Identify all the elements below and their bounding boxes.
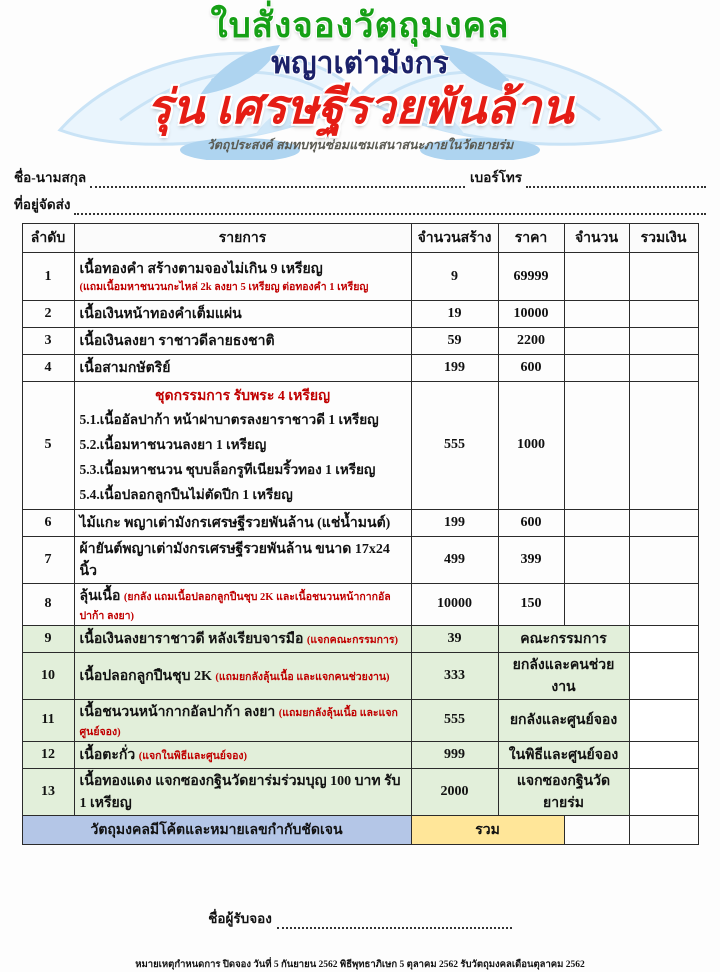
table-row (22, 253, 698, 301)
qty-cell (564, 536, 629, 583)
row-no: 7 (22, 536, 74, 583)
made-qty: 2000 (411, 768, 498, 815)
row-item (74, 741, 411, 768)
customer-info-section (0, 160, 720, 215)
col-header-price: ราคา (498, 224, 564, 253)
col-header-qty: จำนวน (564, 224, 629, 253)
receiver-fill-line (277, 913, 512, 929)
row-no: 8 (22, 583, 74, 625)
receiver-signature-line (0, 907, 720, 929)
item-text: เนื้อชนวนหน้ากากอัลปาก้า ลงยา (79, 704, 276, 720)
qty-cell (564, 301, 629, 328)
qty-cell (564, 509, 629, 536)
made-qty: 39 (411, 625, 498, 652)
item-text: เนื้อตะกั่ว (79, 747, 136, 763)
price: 600 (498, 355, 564, 382)
distribution-cell: แจกซองกฐินวัดยายร่ม (498, 768, 629, 815)
distribution-cell: ยกลังและศูนย์จอง (498, 699, 629, 741)
table-row (22, 355, 698, 382)
item-text: เนื้อทองแดง แจกซองกฐินวัดยาร่มร่วมบุญ 100 บาท รับ 1 เหรียญ (74, 768, 411, 815)
made-qty: 19 (411, 301, 498, 328)
table-row-giveaway (22, 768, 698, 815)
item-text: ลุ้นเนื้อ (79, 588, 121, 604)
table-header-row (22, 224, 698, 253)
amulet-name-title: พญาเต่ามังกร (271, 47, 449, 80)
purpose-subtitle: วัตถุประสงค์ สมทบทุนซ่อมแซมเสนาสนะภายในวัดยายร่ม (206, 138, 514, 152)
item-text: เนื้อสามกษัตริย์ (74, 355, 411, 382)
item-text: เนื้อเงินหน้าทองคำเต็มแผ่น (74, 301, 411, 328)
made-qty: 59 (411, 328, 498, 355)
item-note: (แจกในพิธีและศูนย์จอง) (138, 750, 248, 762)
table-row-giveaway (22, 741, 698, 768)
price: 1000 (498, 382, 564, 510)
phone-label: เบอร์โทร (470, 170, 522, 185)
row-no: 6 (22, 509, 74, 536)
phone-fill-line (526, 172, 706, 188)
row-no: 4 (22, 355, 74, 382)
row-no: 11 (22, 699, 74, 741)
row-item (74, 652, 411, 699)
row-no: 10 (22, 652, 74, 699)
row-no: 12 (22, 741, 74, 768)
col-header-total: รวมเงิน (629, 224, 698, 253)
total-cell (629, 328, 698, 355)
item-note: (ยกลัง แถมเนื้อปลอกลูกปืนชุบ 2K และเนื้อชนวนหน้ากากอัลปาก้า ลงยา) (79, 591, 391, 622)
col-header-made: จำนวนสร้าง (411, 224, 498, 253)
sub-item: 5.3.เนื้อมหาชนวน ชุบบล็อกรูทีเนียมริ้วทอง 1 เหรียญ (79, 461, 376, 477)
sub-item: 5.2.เนื้อมหาชนวนลงยา 1 เหรียญ (79, 436, 267, 452)
total-cell (629, 536, 698, 583)
schedule-footnote: หมายเหตุกำหนดการ ปิดจอง วันที่ 5 กันยายน 2562 พิธีพุทธาภิเษก 5 ตุลาคม 2562 รับวัตถุมงคลเดือนตุลาคม 2562 (135, 959, 585, 970)
made-qty: 10000 (411, 583, 498, 625)
table-row-committee-set (22, 382, 698, 510)
table-row (22, 328, 698, 355)
row-no: 2 (22, 301, 74, 328)
total-cell (629, 625, 698, 652)
qty-sum-cell (564, 815, 629, 844)
made-qty: 9 (411, 253, 498, 301)
row-no: 9 (22, 625, 74, 652)
qty-cell (564, 382, 629, 510)
row-no: 1 (22, 253, 74, 301)
qty-cell (564, 328, 629, 355)
item-text: เนื้อปลอกลูกปืนชุบ 2K (79, 668, 212, 684)
document-header (0, 0, 720, 160)
item-note: (แถมยกลังลุ้นเนื้อ และแจกคนช่วยงาน) (215, 671, 390, 683)
made-qty: 499 (411, 536, 498, 583)
item-text: เนื้อเงินลงยาราชาวดี หลังเรียบจารมือ (79, 631, 304, 647)
set-title: ชุดกรรมการ รับพระ 4 เหรียญ (154, 389, 331, 404)
item-text: ไม้แกะ พญาเต่ามังกรเศรษฐีรวยพันล้าน (แช่น้ำมนต์) (74, 509, 411, 536)
col-header-no: ลำดับ (22, 224, 74, 253)
code-guarantee-note: วัตถุมงคลมีโค้ตและหมายเลขกำกับชัดเจน (22, 815, 411, 844)
made-qty: 555 (411, 382, 498, 510)
qty-cell (564, 583, 629, 625)
table-footer-row (22, 815, 698, 844)
made-qty: 555 (411, 699, 498, 741)
distribution-cell: คณะกรรมการ (498, 625, 629, 652)
made-qty: 999 (411, 741, 498, 768)
made-qty: 333 (411, 652, 498, 699)
row-item (74, 583, 411, 625)
price: 2200 (498, 328, 564, 355)
made-qty: 199 (411, 509, 498, 536)
col-header-item: รายการ (74, 224, 411, 253)
total-cell (629, 768, 698, 815)
edition-title: รุ่น เศรษฐีรวยพันล้าน (146, 82, 574, 134)
total-cell (629, 652, 698, 699)
price: 150 (498, 583, 564, 625)
table-row (22, 301, 698, 328)
sub-item: 5.4.เนื้อปลอกลูกปืนไม่ตัดปีก 1 เหรียญ (79, 486, 293, 502)
item-text: ผ้ายันต์พญาเต่ามังกรเศรษฐีรวยพันล้าน ขนาด 17x24 นิ้ว (74, 536, 411, 583)
table-row (22, 509, 698, 536)
total-cell (629, 699, 698, 741)
item-text: เนื้อเงินลงยา ราชาวดีลายธงชาติ (74, 328, 411, 355)
item-text: เนื้อทองคำ สร้างตามจองไม่เกิน 9 เหรียญ (79, 262, 323, 278)
table-row-giveaway (22, 625, 698, 652)
address-fill-line (74, 199, 706, 215)
item-note: (แถมยกลังลุ้นเนื้อ และแจกศูนย์จอง) (79, 707, 398, 738)
qty-cell (564, 253, 629, 301)
price: 399 (498, 536, 564, 583)
made-qty: 199 (411, 355, 498, 382)
qty-cell (564, 355, 629, 382)
grand-total-label: รวม (411, 815, 564, 844)
row-no: 13 (22, 768, 74, 815)
total-cell (629, 509, 698, 536)
row-item (74, 625, 411, 652)
row-item (74, 382, 411, 510)
form-title: ใบสั่งจองวัตถุมงคล (210, 6, 510, 45)
price: 600 (498, 509, 564, 536)
total-cell (629, 355, 698, 382)
address-label: ที่อยู่จัดส่ง (14, 197, 71, 212)
total-cell (629, 301, 698, 328)
total-cell (629, 253, 698, 301)
distribution-cell: ในพิธีและศูนย์จอง (498, 741, 629, 768)
distribution-cell: ยกลังและคนช่วยงาน (498, 652, 629, 699)
item-note: (แถมเนื้อมหาชนวนกะไหล่ 2k ลงยา 5 เหรียญ ต่อทองคำ 1 เหรียญ (79, 282, 369, 294)
name-label: ชื่อ-นามสกุล (14, 170, 87, 185)
total-cell (629, 741, 698, 768)
table-row (22, 583, 698, 625)
price: 10000 (498, 301, 564, 328)
item-note: (แจกคณะกรรมการ) (306, 634, 399, 646)
name-fill-line (90, 172, 465, 188)
total-cell (629, 382, 698, 510)
table-row-giveaway (22, 699, 698, 741)
price: 69999 (498, 253, 564, 301)
table-row-giveaway (22, 652, 698, 699)
row-item (74, 253, 411, 301)
table-row (22, 536, 698, 583)
row-no: 3 (22, 328, 74, 355)
receiver-label: ชื่อผู้รับจอง (208, 910, 272, 926)
order-table (22, 223, 699, 845)
total-cell (629, 583, 698, 625)
row-item (74, 699, 411, 741)
total-sum-cell (629, 815, 698, 844)
sub-item: 5.1.เนื้ออัลปาก้า หน้าฝาบาตรลงยาราชาวดี 1 เหรียญ (79, 412, 379, 427)
row-no: 5 (22, 382, 74, 510)
